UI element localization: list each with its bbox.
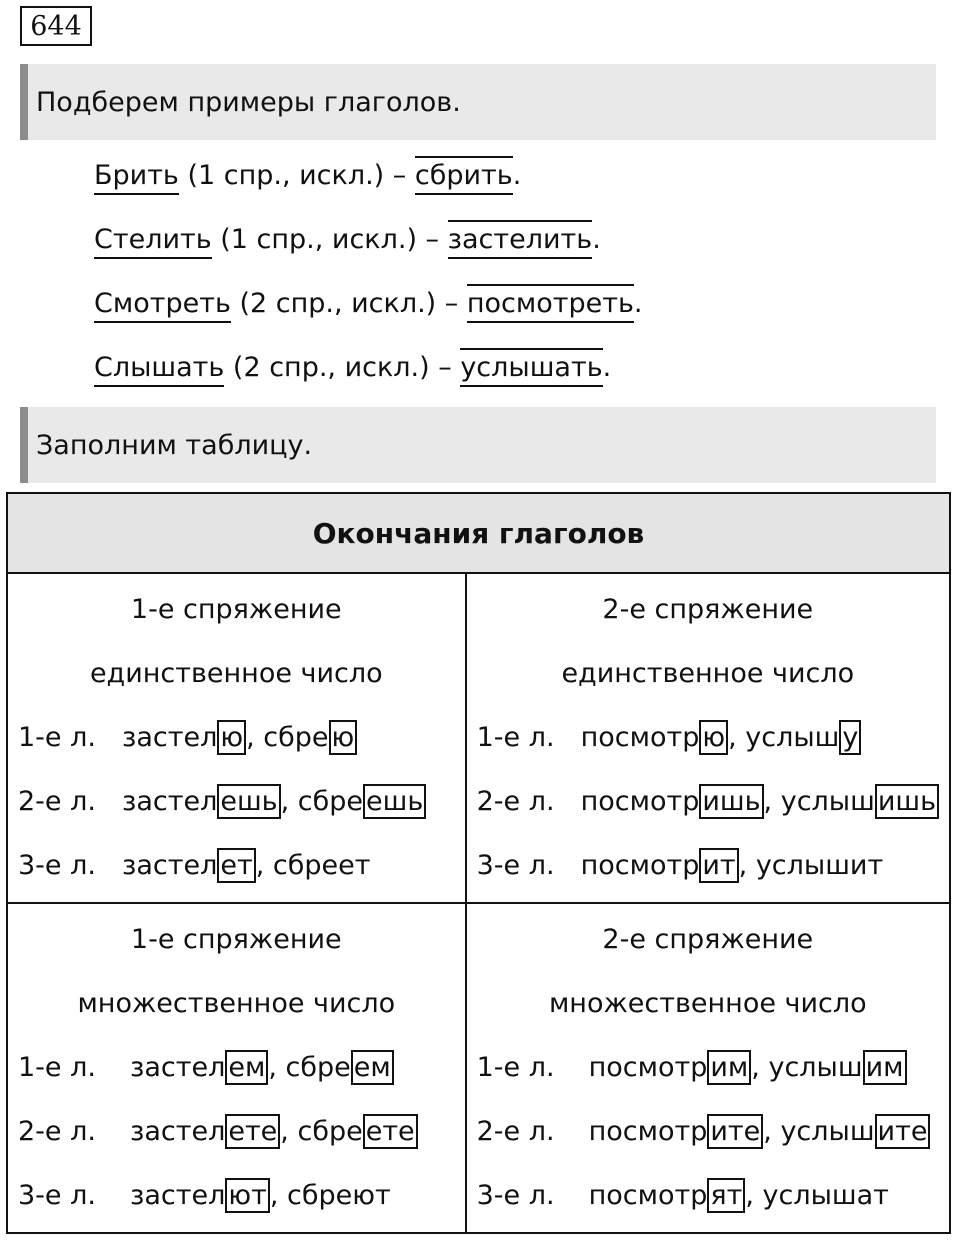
instruction-note: [20, 407, 936, 483]
person-label: 1-е л.: [18, 1052, 96, 1083]
separator: ,: [280, 786, 298, 817]
table-row: [477, 706, 939, 770]
example-infinitive: Смотреть: [94, 288, 231, 323]
verb-ending: ет: [217, 848, 255, 883]
person-label: 3-е л.: [476, 850, 555, 881]
verb-word: сбреет: [272, 850, 371, 881]
verb-ending: им: [707, 1050, 751, 1085]
verb-ending: ете: [363, 1114, 418, 1149]
example-infinitive: Слышать: [94, 352, 224, 387]
verb-stem: застел: [122, 850, 218, 881]
verb-stem: посмотр: [580, 722, 700, 753]
verb-stem: посмотр: [588, 1116, 708, 1147]
verb-endings-table: [6, 492, 951, 1234]
verb-ending: ешь: [363, 784, 426, 819]
verb-ending: ишь: [699, 784, 763, 819]
table-cell: [466, 903, 950, 1233]
verb-stem: застел: [122, 722, 218, 753]
instruction-text: Заполним таблицу.: [36, 429, 313, 461]
example-derived: сбрить: [415, 156, 513, 195]
separator: ,: [269, 1180, 287, 1211]
task-number: 644: [20, 6, 92, 46]
table-cell: [7, 573, 466, 903]
example-info: (2 спр., искл.) –: [230, 288, 467, 319]
example-line: [94, 288, 642, 319]
separator: ,: [763, 786, 781, 817]
verb-word: услышат: [762, 1180, 889, 1211]
person-label: 1-е л.: [18, 722, 96, 753]
table-row: [477, 834, 939, 898]
verb-stem: услыш: [768, 1052, 863, 1083]
conjugation-label: 1-е спряжение: [130, 924, 342, 955]
separator: ,: [728, 722, 746, 753]
example-derived: застелить: [448, 220, 593, 259]
conjugation-label: 2-е спряжение: [602, 594, 814, 625]
person-label: 2-е л.: [476, 1116, 555, 1147]
table-row: [18, 1036, 455, 1100]
verb-stem: посмотр: [580, 786, 700, 817]
verb-ending: ем: [225, 1050, 268, 1085]
conjugation-label: 2-е спряжение: [602, 924, 814, 955]
verb-word: сбреют: [286, 1180, 391, 1211]
person-label: 1-е л.: [476, 1052, 555, 1083]
table-row: [477, 1100, 939, 1164]
number-label: множественное число: [77, 988, 396, 1019]
example-infinitive: Брить: [94, 160, 179, 195]
verb-ending: у: [839, 720, 861, 755]
verb-ending: ите: [707, 1114, 763, 1149]
instruction-note: [20, 64, 936, 140]
separator: ,: [255, 850, 273, 881]
example-dot: .: [633, 288, 643, 319]
person-label: 3-е л.: [476, 1180, 555, 1211]
person-label: 2-е л.: [18, 786, 96, 817]
separator: ,: [745, 1180, 763, 1211]
table-cell: [466, 573, 950, 903]
table-row: [18, 706, 455, 770]
verb-stem: сбре: [263, 722, 329, 753]
verb-ending: ю: [699, 720, 728, 755]
table-title: Окончания глаголов: [7, 493, 950, 573]
verb-stem: посмотр: [580, 850, 700, 881]
verb-stem: услыш: [780, 1116, 875, 1147]
person-label: 3-е л.: [18, 850, 96, 881]
table-row: [477, 1164, 939, 1228]
example-line: [94, 160, 521, 191]
separator: ,: [280, 1116, 298, 1147]
verb-ending: ишь: [875, 784, 939, 819]
number-label: множественное число: [548, 988, 867, 1019]
verb-ending: ю: [217, 720, 246, 755]
person-label: 2-е л.: [18, 1116, 96, 1147]
example-dot: .: [592, 224, 601, 255]
example-derived: посмотреть: [467, 284, 634, 323]
verb-stem: посмотр: [588, 1052, 708, 1083]
verb-ending: им: [863, 1050, 907, 1085]
verb-ending: ят: [707, 1178, 745, 1213]
verb-ending: ю: [329, 720, 358, 755]
table-row: [18, 770, 455, 834]
separator: ,: [751, 1052, 769, 1083]
verb-stem: застел: [130, 1180, 226, 1211]
example-derived: услышать: [460, 348, 602, 387]
person-label: 1-е л.: [476, 722, 555, 753]
person-label: 3-е л.: [18, 1180, 96, 1211]
verb-stem: услыш: [780, 786, 875, 817]
number-label: единственное число: [561, 658, 855, 689]
verb-stem: застел: [122, 786, 218, 817]
table-row: [18, 1164, 455, 1228]
table-row: [18, 1100, 455, 1164]
example-dot: .: [512, 160, 522, 191]
example-line: [94, 224, 601, 255]
verb-ending: ит: [699, 848, 738, 883]
verb-ending: ете: [225, 1114, 280, 1149]
verb-stem: сбре: [297, 786, 363, 817]
example-info: (1 спр., искл.) –: [211, 224, 448, 255]
verb-stem: сбре: [285, 1052, 351, 1083]
example-info: (2 спр., искл.) –: [224, 352, 461, 383]
conjugation-label: 1-е спряжение: [130, 594, 342, 625]
verb-stem: услыш: [745, 722, 840, 753]
separator: ,: [763, 1116, 781, 1147]
person-label: 2-е л.: [476, 786, 555, 817]
example-info: (1 спр., искл.) –: [178, 160, 415, 191]
number-label: единственное число: [89, 658, 383, 689]
separator: ,: [246, 722, 264, 753]
table-row: [477, 770, 939, 834]
separator: ,: [268, 1052, 286, 1083]
instruction-text: Подберем примеры глаголов.: [36, 86, 461, 118]
verb-stem: сбре: [297, 1116, 363, 1147]
verb-ending: ем: [351, 1050, 394, 1085]
example-dot: .: [602, 352, 612, 383]
table-row: [477, 1036, 939, 1100]
verb-word: услышит: [755, 850, 884, 881]
verb-ending: ите: [875, 1114, 931, 1149]
table-row: [18, 834, 455, 898]
verb-stem: застел: [130, 1116, 226, 1147]
verb-ending: ют: [225, 1178, 269, 1213]
separator: ,: [738, 850, 756, 881]
verb-stem: застел: [130, 1052, 226, 1083]
example-line: [94, 352, 611, 383]
verb-stem: посмотр: [588, 1180, 708, 1211]
verb-ending: ешь: [217, 784, 280, 819]
table-cell: [7, 903, 466, 1233]
example-infinitive: Стелить: [94, 224, 212, 259]
